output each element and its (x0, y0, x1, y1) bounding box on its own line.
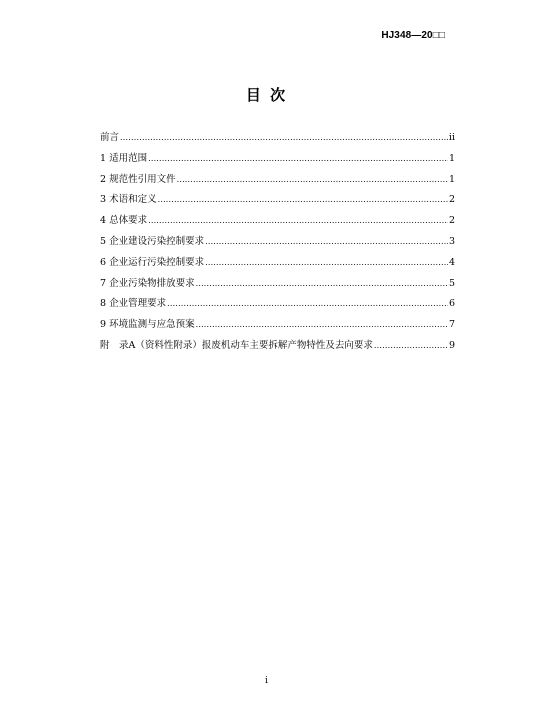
toc-dot-leader (196, 279, 448, 288)
toc-entry-label: 4 总体要求 (100, 215, 148, 227)
toc-dot-leader (148, 154, 448, 163)
toc-entry-label: 3 术语和定义 (100, 194, 157, 206)
toc-entry-page: ii (448, 132, 455, 143)
toc-entry[interactable] (100, 212, 455, 233)
toc-entry-label: 2 规范性引用文件 (100, 173, 176, 185)
toc-entry[interactable] (100, 275, 455, 296)
toc-entry[interactable] (100, 129, 455, 150)
toc-entry-page: 1 (448, 173, 455, 185)
toc-dot-leader (158, 195, 448, 204)
toc-entry[interactable] (100, 233, 455, 254)
toc-dot-leader (374, 341, 448, 350)
toc-dot-leader (205, 237, 448, 246)
toc-entry[interactable] (100, 150, 455, 171)
toc-dot-leader (177, 175, 448, 184)
toc-entry-page: 9 (448, 339, 455, 351)
toc-entry-label: 7 企业污染物排放要求 (100, 277, 195, 289)
toc-entry[interactable] (100, 337, 455, 358)
toc-entry-label: 附 录A（资料性附录）报废机动车主要拆解产物特性及去向要求 (100, 339, 373, 351)
toc-entry-label: 6 企业运行污染控制要求 (100, 256, 205, 268)
toc-entry-page: 1 (448, 152, 455, 164)
toc-dot-leader (120, 133, 448, 142)
toc-entry[interactable] (100, 295, 455, 316)
toc-dot-leader (196, 320, 448, 329)
standard-code: HJ348—20□□ (381, 30, 445, 41)
toc-entry[interactable] (100, 191, 455, 212)
toc-entry-page: 4 (448, 256, 455, 268)
table-of-contents (100, 129, 455, 358)
toc-entry[interactable] (100, 254, 455, 275)
toc-entry[interactable] (100, 316, 455, 337)
toc-entry-label: 9 环境监测与应急预案 (100, 319, 195, 331)
toc-entry-label: 前言 (100, 132, 120, 143)
toc-entry-page: 7 (448, 319, 455, 331)
toc-dot-leader (205, 258, 448, 267)
toc-dot-leader (148, 216, 448, 225)
toc-entry-page: 6 (448, 298, 455, 310)
toc-entry-page: 3 (448, 235, 455, 247)
page-title: 目 次 (245, 86, 288, 104)
toc-dot-leader (167, 299, 448, 308)
toc-entry-page: 2 (448, 215, 455, 227)
toc-entry-page: 5 (448, 277, 455, 289)
toc-entry-label: 1 适用范围 (100, 152, 148, 164)
toc-entry-page: 2 (448, 194, 455, 206)
toc-entry[interactable] (100, 171, 455, 192)
toc-entry-label: 8 企业管理要求 (100, 298, 167, 310)
toc-entry-label: 5 企业建设污染控制要求 (100, 235, 205, 247)
page-number: i (265, 676, 268, 686)
